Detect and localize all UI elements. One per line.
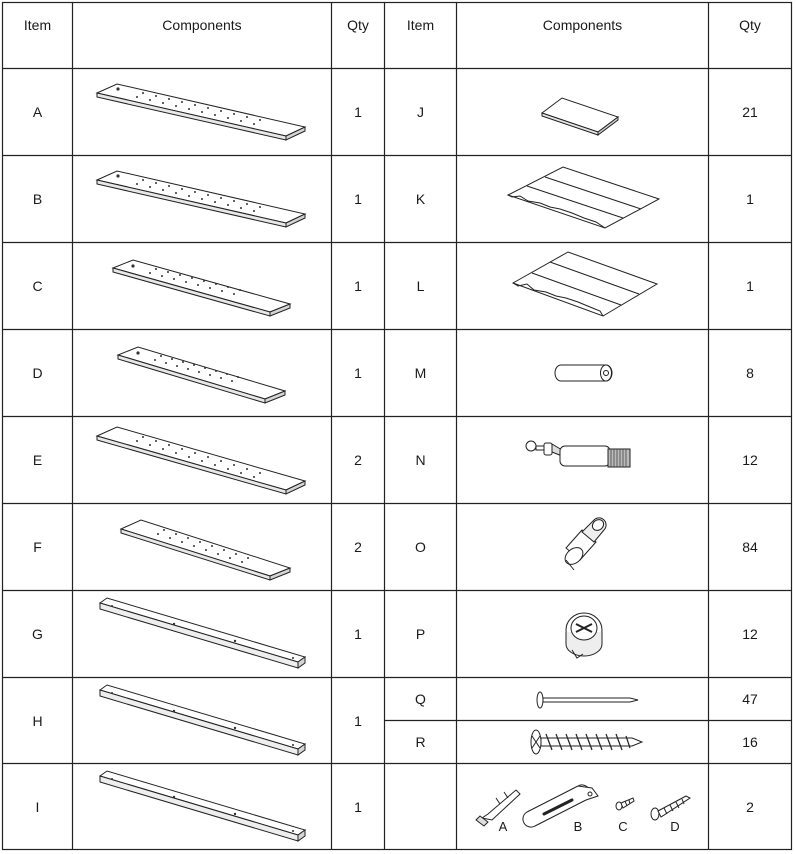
- qty-value: 2: [354, 452, 362, 468]
- item-label: P: [415, 626, 426, 642]
- header-components-right: Components: [542, 17, 623, 33]
- item-label: I: [35, 798, 40, 815]
- back-board-icon: [513, 252, 657, 316]
- qty-value: 1: [354, 365, 362, 381]
- shim-pad-icon: [542, 98, 618, 135]
- long-screw-icon: [651, 796, 690, 820]
- item-label: G: [32, 626, 43, 642]
- header-item-right: Item: [406, 17, 435, 33]
- medium-panel-icon: [113, 260, 290, 316]
- back-board-icon: [508, 167, 659, 228]
- item-label: Q: [415, 691, 426, 707]
- qty-value: 84: [742, 539, 758, 555]
- long-rail-icon: [100, 771, 305, 841]
- qty-value: 12: [742, 626, 758, 642]
- medium-panel-icon: [118, 347, 285, 403]
- long-rail-icon: [100, 598, 305, 668]
- qty-value: 1: [746, 191, 754, 207]
- kit-label-b: B: [573, 818, 583, 834]
- qty-value: 1: [354, 104, 362, 120]
- item-label: E: [32, 452, 43, 468]
- medium-panel-icon: [121, 520, 290, 580]
- kit-label-a: A: [498, 818, 508, 834]
- qty-value: 2: [354, 539, 362, 555]
- small-screw-icon: [616, 798, 634, 810]
- qty-value: 1: [354, 626, 362, 642]
- qty-value: 1: [354, 191, 362, 207]
- qty-value: 12: [742, 452, 758, 468]
- long-panel-icon: [97, 171, 305, 227]
- qty-value: 1: [354, 798, 362, 815]
- qty-value: 1: [354, 278, 362, 294]
- qty-value: 16: [742, 734, 758, 750]
- header-item-left: Item: [23, 17, 52, 33]
- qty-value: 2: [746, 798, 754, 815]
- item-label: K: [415, 191, 426, 207]
- item-label: L: [416, 278, 425, 294]
- item-label: D: [32, 365, 43, 381]
- header-qty-left: Qty: [347, 17, 369, 33]
- item-label: B: [32, 191, 43, 207]
- long-panel-icon: [97, 84, 305, 140]
- item-label: J: [417, 104, 424, 120]
- header-components-left: Components: [162, 17, 242, 33]
- qty-value: 1: [354, 712, 362, 729]
- kit-label-c: C: [618, 818, 628, 834]
- qty-value: 47: [742, 691, 758, 707]
- cam-lock-icon: [566, 613, 602, 658]
- item-label: F: [33, 539, 42, 555]
- screw-icon: [531, 730, 642, 754]
- kit-label-d: D: [670, 818, 680, 834]
- cam-bolt-icon: [526, 441, 630, 467]
- item-label: N: [415, 452, 426, 468]
- item-label: R: [415, 734, 426, 750]
- item-label: A: [32, 104, 43, 120]
- item-label: C: [32, 278, 43, 294]
- qty-value: 1: [746, 278, 754, 294]
- item-label: M: [414, 365, 427, 381]
- header-qty-right: Qty: [739, 17, 761, 33]
- shelf-pin-icon: [562, 517, 606, 570]
- item-label: O: [415, 539, 426, 555]
- long-panel-icon: [97, 427, 305, 494]
- item-label: H: [32, 712, 43, 729]
- wooden-dowel-icon: [555, 365, 612, 381]
- nail-icon: [537, 692, 638, 708]
- qty-value: 21: [742, 104, 758, 120]
- long-rail-icon: [100, 685, 305, 755]
- qty-value: 8: [746, 365, 754, 381]
